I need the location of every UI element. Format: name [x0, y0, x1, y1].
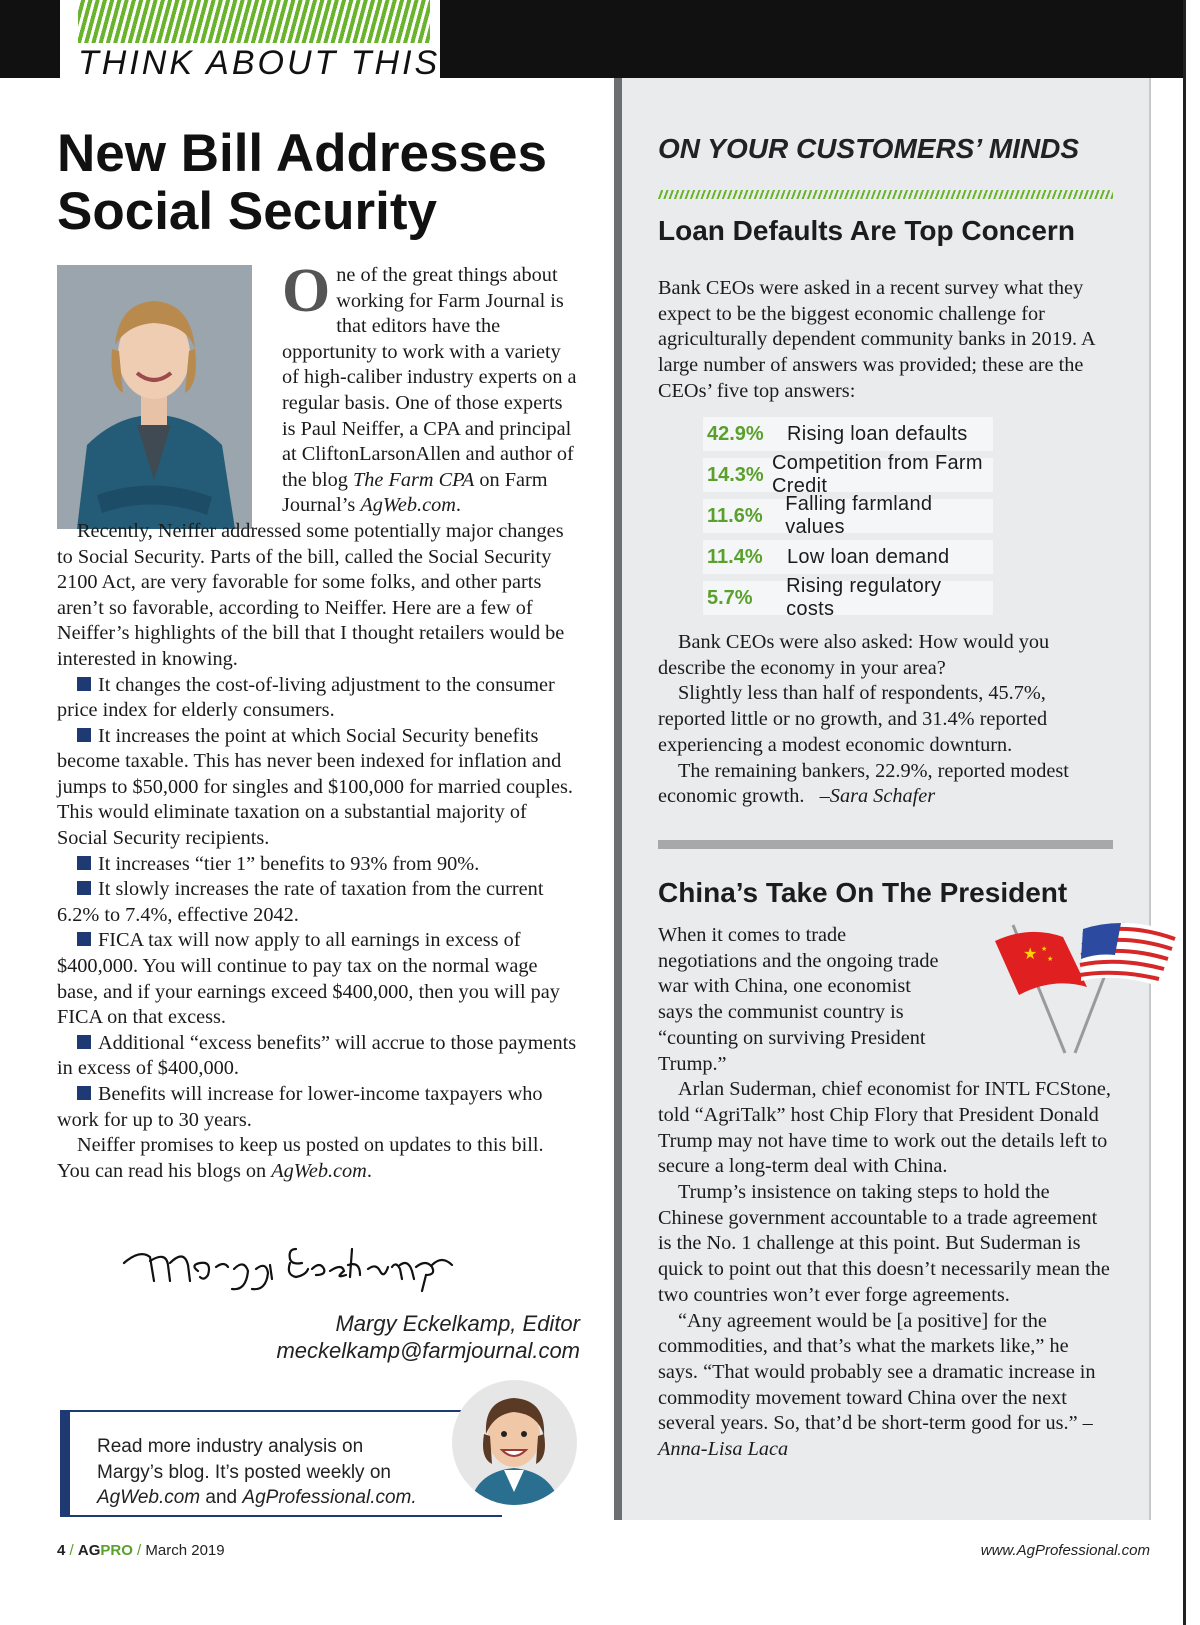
intro-text: ne of the great things about working for Farm Journal is that editors have the opportunity to work with a variety of high-caliber industry experts on a regular basis. One of those experts is Paul Neiffer, a CPA and principal at CliftonLarsonAllen and author of the blog [282, 264, 577, 491]
page-number: 4 [57, 1542, 66, 1559]
intro-paragraph [282, 257, 577, 519]
kicker-stripes [78, 0, 430, 43]
bullet-item: It slowly increases the rate of taxation from the current 6.2% to 7.4%, effective 2042. [57, 878, 544, 926]
bullet-item: It changes the cost-of-living adjustment to the consumer price index for elderly consumers. [57, 673, 555, 722]
stat-label: Low loan demand [787, 545, 950, 568]
svg-text:★: ★ [1023, 946, 1038, 963]
svg-text:★: ★ [1041, 945, 1048, 953]
bullet-square-icon [77, 1086, 91, 1100]
stat-row [703, 540, 993, 574]
story1-intro: Bank CEOs were asked in a recent survey what they expect to be the biggest economic challenge for agriculturally dependent community banks in 2019. A large number of answers was provided; these are the CEOs’ five top answers: [658, 277, 1095, 402]
sidebar-kicker: ON YOUR CUSTOMERS’ MINDS [658, 133, 1080, 164]
stat-label: Falling farmland values [785, 493, 933, 538]
folio: 4 / AGPRO / March 2019 [57, 1542, 225, 1559]
bullet-square-icon [77, 881, 91, 895]
brand-pro: PRO [100, 1542, 133, 1559]
stat-percent: 5.7% [707, 586, 753, 609]
page-edge [1183, 0, 1200, 1625]
stat-row [703, 493, 993, 538]
footer-url[interactable]: www.AgProfessional.com [980, 1542, 1150, 1559]
promo-text: Read more industry analysis on Margy’s blog. It’s posted weekly on AgWeb.com and AgProfessional.com. [97, 1436, 417, 1508]
stat-row [703, 575, 993, 620]
stat-percent: 11.6% [707, 504, 763, 527]
drop-cap: O [282, 257, 331, 325]
story1-byline: –Sara Schafer [819, 785, 936, 808]
story2-body: When it comes to trade negotiations and the ongoing trade war with China, one economist says the communist country is “counting on surviving President Trump.” Arlan Suderman, chief economist for INTL FCStone, told “AgriTalk” host Chip Flory that President Donald Trump may not have time to work out the details left to secure a long-term deal with China. Trump’s insistence on taking steps to hold the Chinese government accountable to a trade agreement is the No. 1 challenge at this point. But Suderman is quick to point out that this doesn’t necessarily mean the two countries won’t ever forge agreements. “Any agreement would be [a positive] for the commodities, and that’s what the markets like,” he says. “That would probably see a dramatic increase in commodity movement toward China over the next several years. So, that’d be short-term good for us.” –Anna-Lisa Laca [658, 924, 1111, 1461]
bullet-square-icon [77, 932, 91, 946]
editor-credit [160, 1310, 580, 1364]
bullet-square-icon [77, 677, 91, 691]
bullet-item: Additional “excess benefits” will accrue to those payments in excess of $400,000. [57, 1031, 577, 1080]
stat-label: Rising regulatory costs [786, 575, 942, 620]
editor-email[interactable]: meckelkamp@farmjournal.com [276, 1338, 580, 1363]
story2-title: China’s Take On The President [658, 877, 1068, 908]
intro-mid: on Farm Journal’s [282, 468, 548, 517]
bullet-square-icon [77, 728, 91, 742]
promo-link-agweb[interactable]: AgWeb.com [97, 1487, 201, 1508]
blog-promo-box [60, 1410, 502, 1517]
stat-percent: 42.9% [707, 422, 764, 445]
editor-caricature [452, 1380, 577, 1505]
promo-link-agprofessional[interactable]: AgProfessional.com. [242, 1487, 417, 1508]
bullet-item: Benefits will increase for lower-income taxpayers who work for up to 30 years. [57, 1083, 543, 1131]
promo-accent-bar [62, 1412, 70, 1515]
article-headline: New Bill Addresses Social Security [57, 124, 547, 241]
sidebar-stripes [658, 190, 1113, 199]
brand-ag: AG [77, 1542, 101, 1559]
sidebar-divider [658, 840, 1113, 849]
story2-byline: –Anna-Lisa Laca [658, 1412, 1093, 1461]
bullet-square-icon [77, 856, 91, 870]
story1-body: Bank CEOs were also asked: How would you describe the economy in your area? Slightly less than half of respondents, 45.7%, reported little or no growth, and 31.4% reported experiencing a modest economic downturn. The remaining bankers, 22.9%, reported modest economic growth. –Sara Schafer [658, 631, 1069, 808]
issue-date: March 2019 [145, 1542, 225, 1559]
blog-name: The Farm CPA [352, 468, 475, 491]
story1-title: Loan Defaults Are Top Concern [658, 215, 1075, 246]
bullet-item: FICA tax will now apply to all earnings in excess of $400,000. You will continue to pay tax on the normal wage base, and if your earnings exceed $400,000, then you will pay FICA on that excess. [57, 929, 560, 1029]
stat-row [703, 417, 993, 451]
editor-signature [120, 1235, 480, 1300]
stat-row [703, 452, 993, 497]
bullet-square-icon [77, 1035, 91, 1049]
closing-site: AgWeb.com [271, 1159, 367, 1182]
bullet-item: It increases “tier 1” benefits to 93% from 90%. [57, 852, 577, 878]
stat-percent: 14.3% [707, 463, 764, 486]
bullet-item: It increases the point at which Social Security benefits become taxable. This has never been indexed for inflation and jumps to $50,000 for singles and $100,000 for married couples. This would eliminate taxation on a substantial majority of Social Security recipients. [57, 724, 573, 850]
intro-end: . [455, 494, 461, 517]
svg-text:★: ★ [1047, 955, 1054, 963]
article-body [57, 257, 577, 1184]
stat-percent: 11.4% [707, 545, 763, 568]
closing-paragraph: Neiffer promises to keep us posted on updates to this bill. You can read his blogs on AgWeb.com. [57, 1134, 544, 1182]
paragraph-recently: Recently, Neiffer addressed some potentially major changes to Social Security. Parts of the bill, called the Social Security 2100 Act, are very favorable for some folks, and other parts aren’t so favorable, according to Neiffer. Here are a few of Neiffer’s highlights of the bill that I thought retailers would be interested in knowing. [57, 519, 565, 670]
stat-label: Competition from Farm Credit [772, 452, 983, 497]
section-kicker: THINK ABOUT THIS [78, 44, 441, 82]
survey-stats [703, 417, 993, 622]
intro-site: AgWeb.com [360, 494, 456, 517]
editor-name: Margy Eckelkamp, Editor [335, 1311, 580, 1336]
stat-label: Rising loan defaults [787, 422, 968, 445]
